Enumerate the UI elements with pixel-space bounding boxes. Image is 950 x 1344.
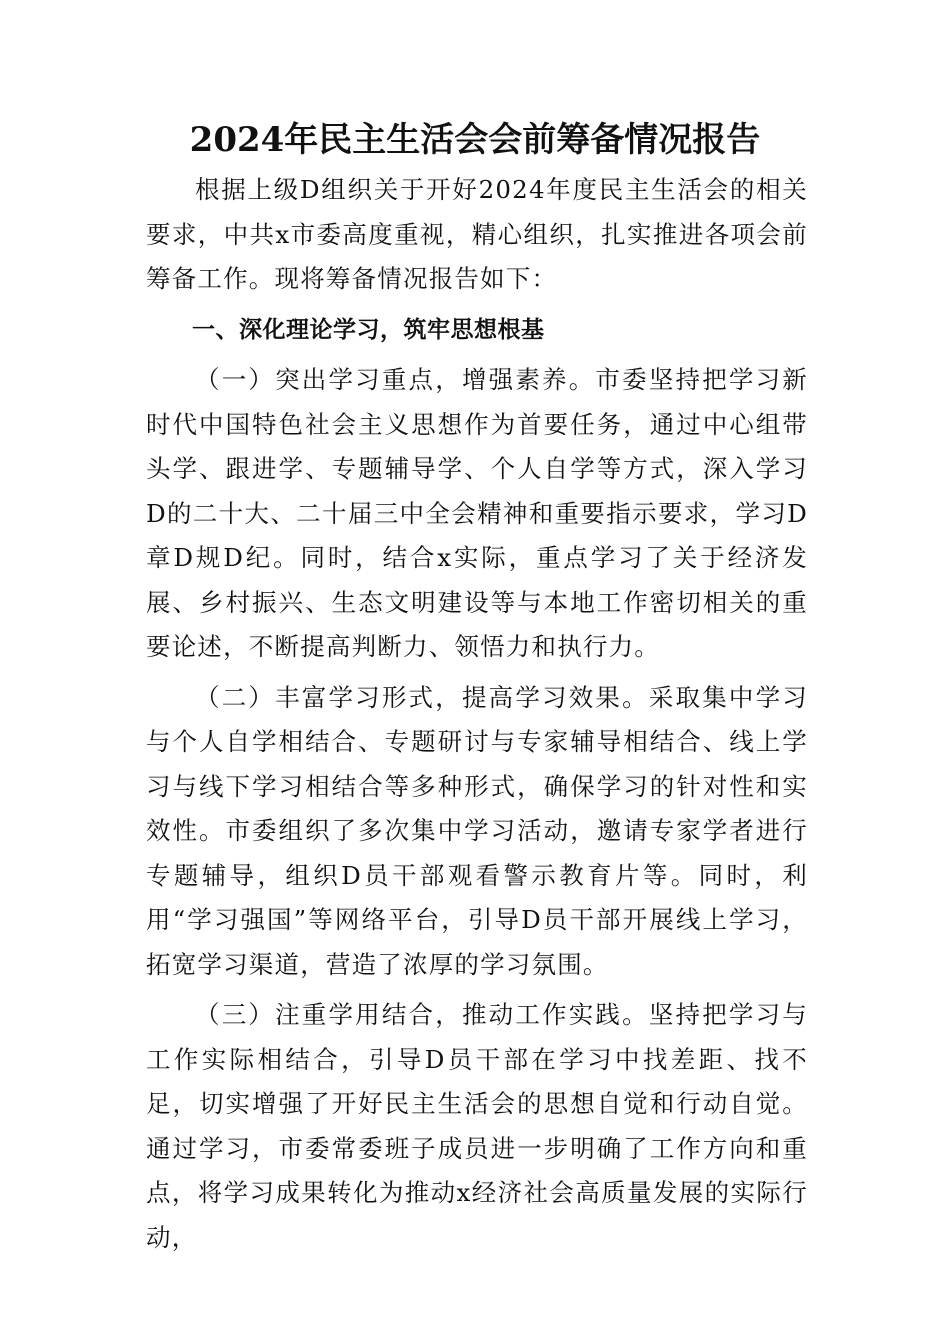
section-heading: 一、深化理论学习，筑牢思想根基 bbox=[192, 316, 545, 343]
paragraph-1: （一）突出学习重点，增强素养。市委坚持把学习新时代中国特色社会主义思想作为首要任务，通过中心组带头学、跟进学、专题辅导学、个人自学等方式，深入学习D的二十大、二十届三中全会精神和重要指示要求，学习D章D规D纪。同时，结合x实际，重点学习了关于经济发展、乡村振兴、生态文明建设等与本地工作密切相关的重要论述，不断提高判断力、领悟力和执行力。 bbox=[146, 365, 808, 661]
paragraph-3: （三）注重学用结合，推动工作实践。坚持把学习与工作实际相结合，引导D员干部在学习中找差距、找不足，切实增强了开好民主生活会的思想自觉和行动自觉。通过学习，市委常委班子成员进一步明确了工作方向和重点，将学习成果转化为推动x经济社会高质量发展的实际行动， bbox=[146, 1000, 808, 1252]
document-title: 2024年民主生活会会前筹备情况报告 bbox=[189, 120, 761, 160]
intro-paragraph: 根据上级D组织关于开好2024年度民主生活会的相关要求，中共x市委高度重视，精心组织，扎实推进各项会前筹备工作。现将筹备情况报告如下： bbox=[146, 175, 808, 293]
paragraph-2: （二）丰富学习形式，提高学习效果。采取集中学习与个人自学相结合、专题研讨与专家辅导相结合、线上学习与线下学习相结合等多种形式，确保学习的针对性和实效性。市委组织了多次集中学习活动，邀请专家学者进行专题辅导，组织D员干部观看警示教育片等。同时，利用“学习强国”等网络平台，引导D员干部开展线上学习，拓宽学习渠道，营造了浓厚的学习氛围。 bbox=[146, 682, 808, 979]
document-body bbox=[146, 168, 808, 1266]
